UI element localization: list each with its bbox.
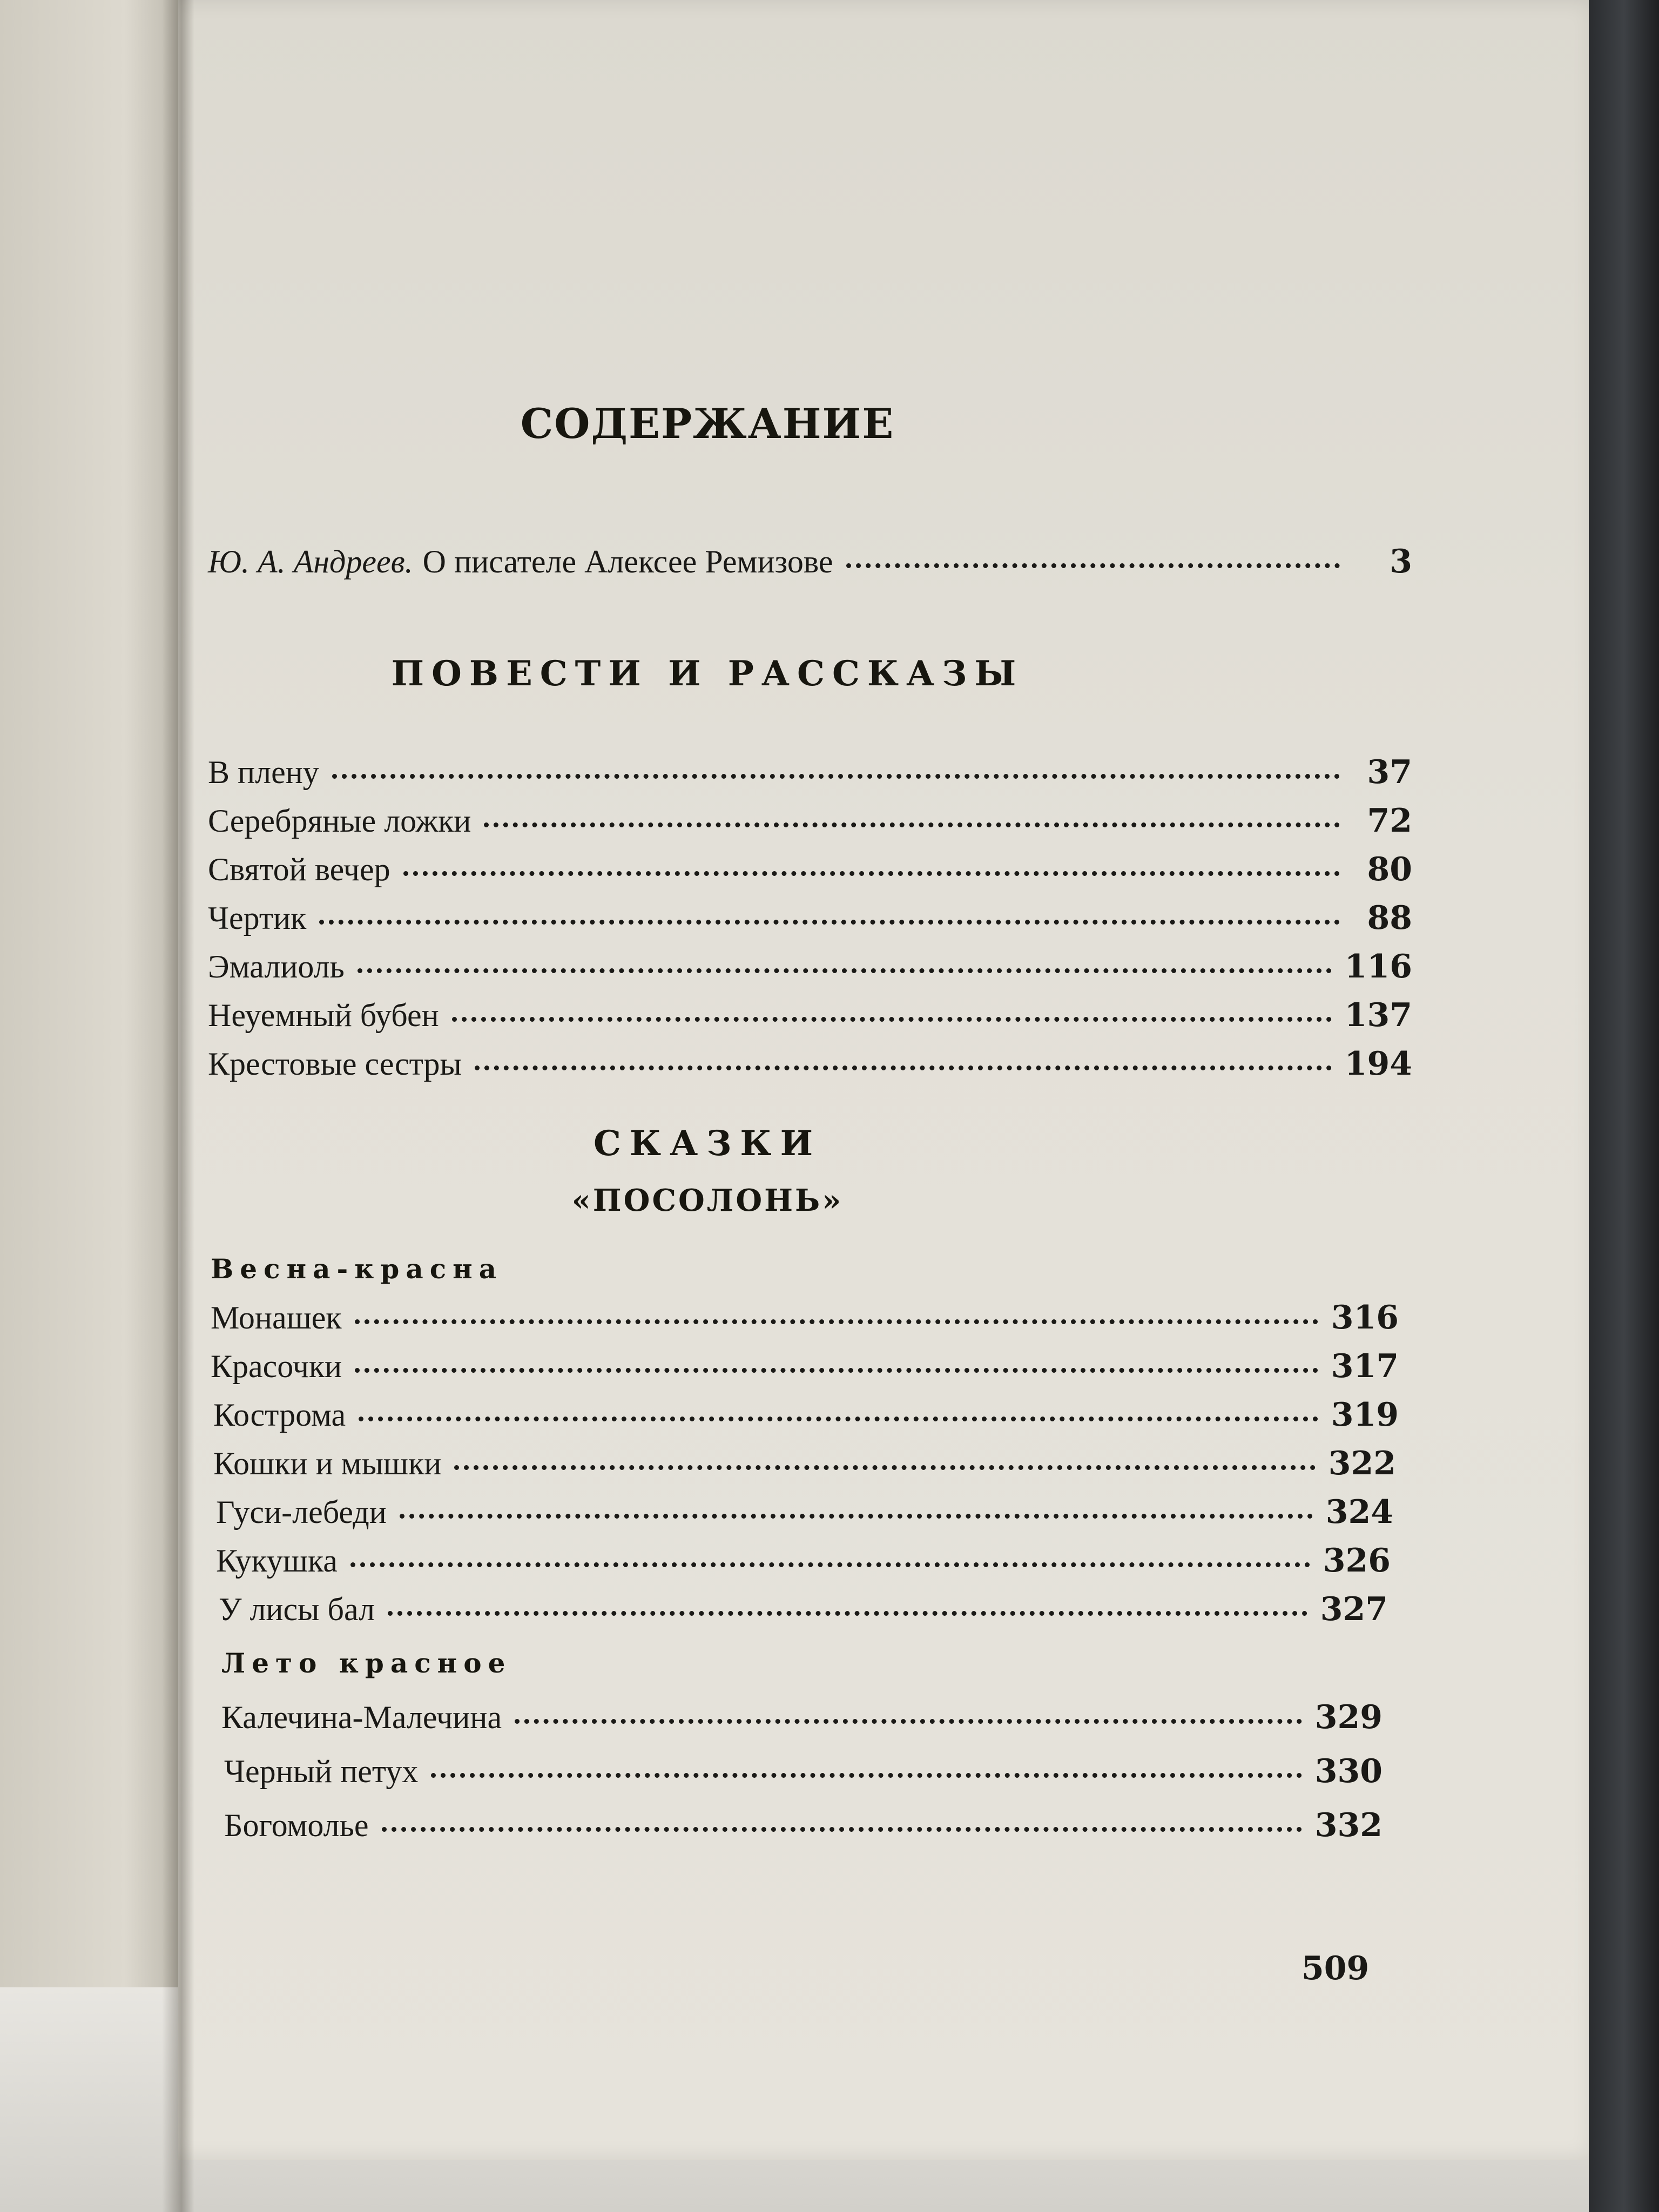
dot-leader [359,1417,1318,1421]
dot-leader [388,1611,1307,1616]
entry-title: Святой вечер [208,852,390,887]
toc-entry [208,948,1412,986]
intro-title: О писателе Алексее Ремизове [422,544,833,579]
spine-shadow [162,0,194,2212]
dot-leader [400,1514,1313,1519]
entry-page: 332 [1314,1806,1382,1844]
dot-leader [454,1465,1315,1470]
dot-leader [484,822,1340,827]
toc-entry [213,1447,1396,1480]
toc-entry [211,1299,1399,1337]
entry-title: Кукушка [216,1543,338,1579]
entry-title: Монашек [211,1300,342,1336]
section-heading-stories: ПОВЕСТИ И РАССКАЗЫ [391,653,1024,694]
entry-title: Чертик [208,900,307,936]
dot-leader [403,871,1340,876]
toc-entry [216,1493,1393,1531]
entry-title: Серебряные ложки [208,803,471,839]
part-heading-spring: Весна-красна [211,1253,503,1285]
toc-entry [208,1045,1412,1083]
entry-title: Калечина-Малечина [221,1700,502,1735]
entry-page: 116 [1344,948,1412,986]
entry-title: Крестовые сестры [208,1046,462,1082]
section-heading-tales: СКАЗКИ [593,1123,822,1164]
entry-page: 329 [1314,1698,1382,1736]
dot-leader [475,1065,1332,1070]
toc-entry [208,753,1412,791]
entry-page: 137 [1344,996,1412,1034]
back-cover [1589,0,1659,2212]
entry-page: 88 [1367,899,1412,937]
entry-page: 37 [1367,753,1412,791]
toc-entry [208,996,1412,1034]
entry-title: Эмалиоль [208,949,345,984]
dot-leader [355,1319,1318,1324]
intro-author: Ю. А. Андреев. [208,544,413,579]
toc-entry [216,1542,1391,1580]
dot-leader [332,774,1340,779]
toc-entry [224,1806,1382,1844]
dot-leader [350,1562,1310,1567]
entry-page: 324 [1325,1493,1393,1531]
dot-leader [452,1017,1332,1022]
entry-page: 194 [1344,1045,1412,1083]
dot-leader [515,1719,1302,1724]
dot-leader [358,968,1332,973]
entry-page: 80 [1367,851,1412,888]
dot-leader [382,1827,1302,1832]
entry-title: Кострома [213,1397,346,1433]
toc-entry-intro [208,543,1412,581]
page-number: 509 [1301,1950,1370,1987]
entry-title: Богомолье [224,1808,369,1843]
intro-page: 3 [1390,543,1412,581]
entry-title: Красочки [211,1348,342,1384]
entry-page: 330 [1314,1752,1382,1790]
entry-page: 326 [1323,1542,1391,1580]
dot-leader [355,1368,1318,1373]
entry-title: Гуси-лебеди [216,1494,387,1530]
toc-entry [213,1396,1399,1434]
book-page [178,0,1604,2160]
entry-title: Кошки и мышки [213,1446,442,1481]
contents-heading: СОДЕРЖАНИЕ [520,400,895,448]
toc-entry [221,1698,1382,1736]
entry-title: Черный петух [224,1754,419,1789]
entry-page: 72 [1367,802,1412,840]
entry-title: У лисы бал [219,1591,375,1627]
entry-title: В плену [208,754,319,790]
section-subheading-posolon: «ПОСОЛОНЬ» [571,1183,844,1218]
part-heading-summer: Лето красное [221,1647,512,1679]
entry-page: 316 [1331,1299,1399,1337]
entry-page: 317 [1331,1347,1399,1385]
toc-entry [219,1590,1388,1628]
dot-leader [431,1773,1301,1778]
toc-entry [208,802,1412,840]
toc-entry [208,853,1412,886]
dot-leader [319,920,1340,925]
entry-title: Неуемный бубен [208,997,439,1033]
left-page [0,0,178,2212]
entry-page: 319 [1331,1396,1399,1434]
toc-entry [224,1752,1382,1790]
entry-page: 322 [1328,1445,1396,1482]
dot-leader [846,563,1340,568]
entry-page: 327 [1320,1590,1388,1628]
toc-entry [208,899,1412,937]
toc-entry [211,1347,1399,1385]
